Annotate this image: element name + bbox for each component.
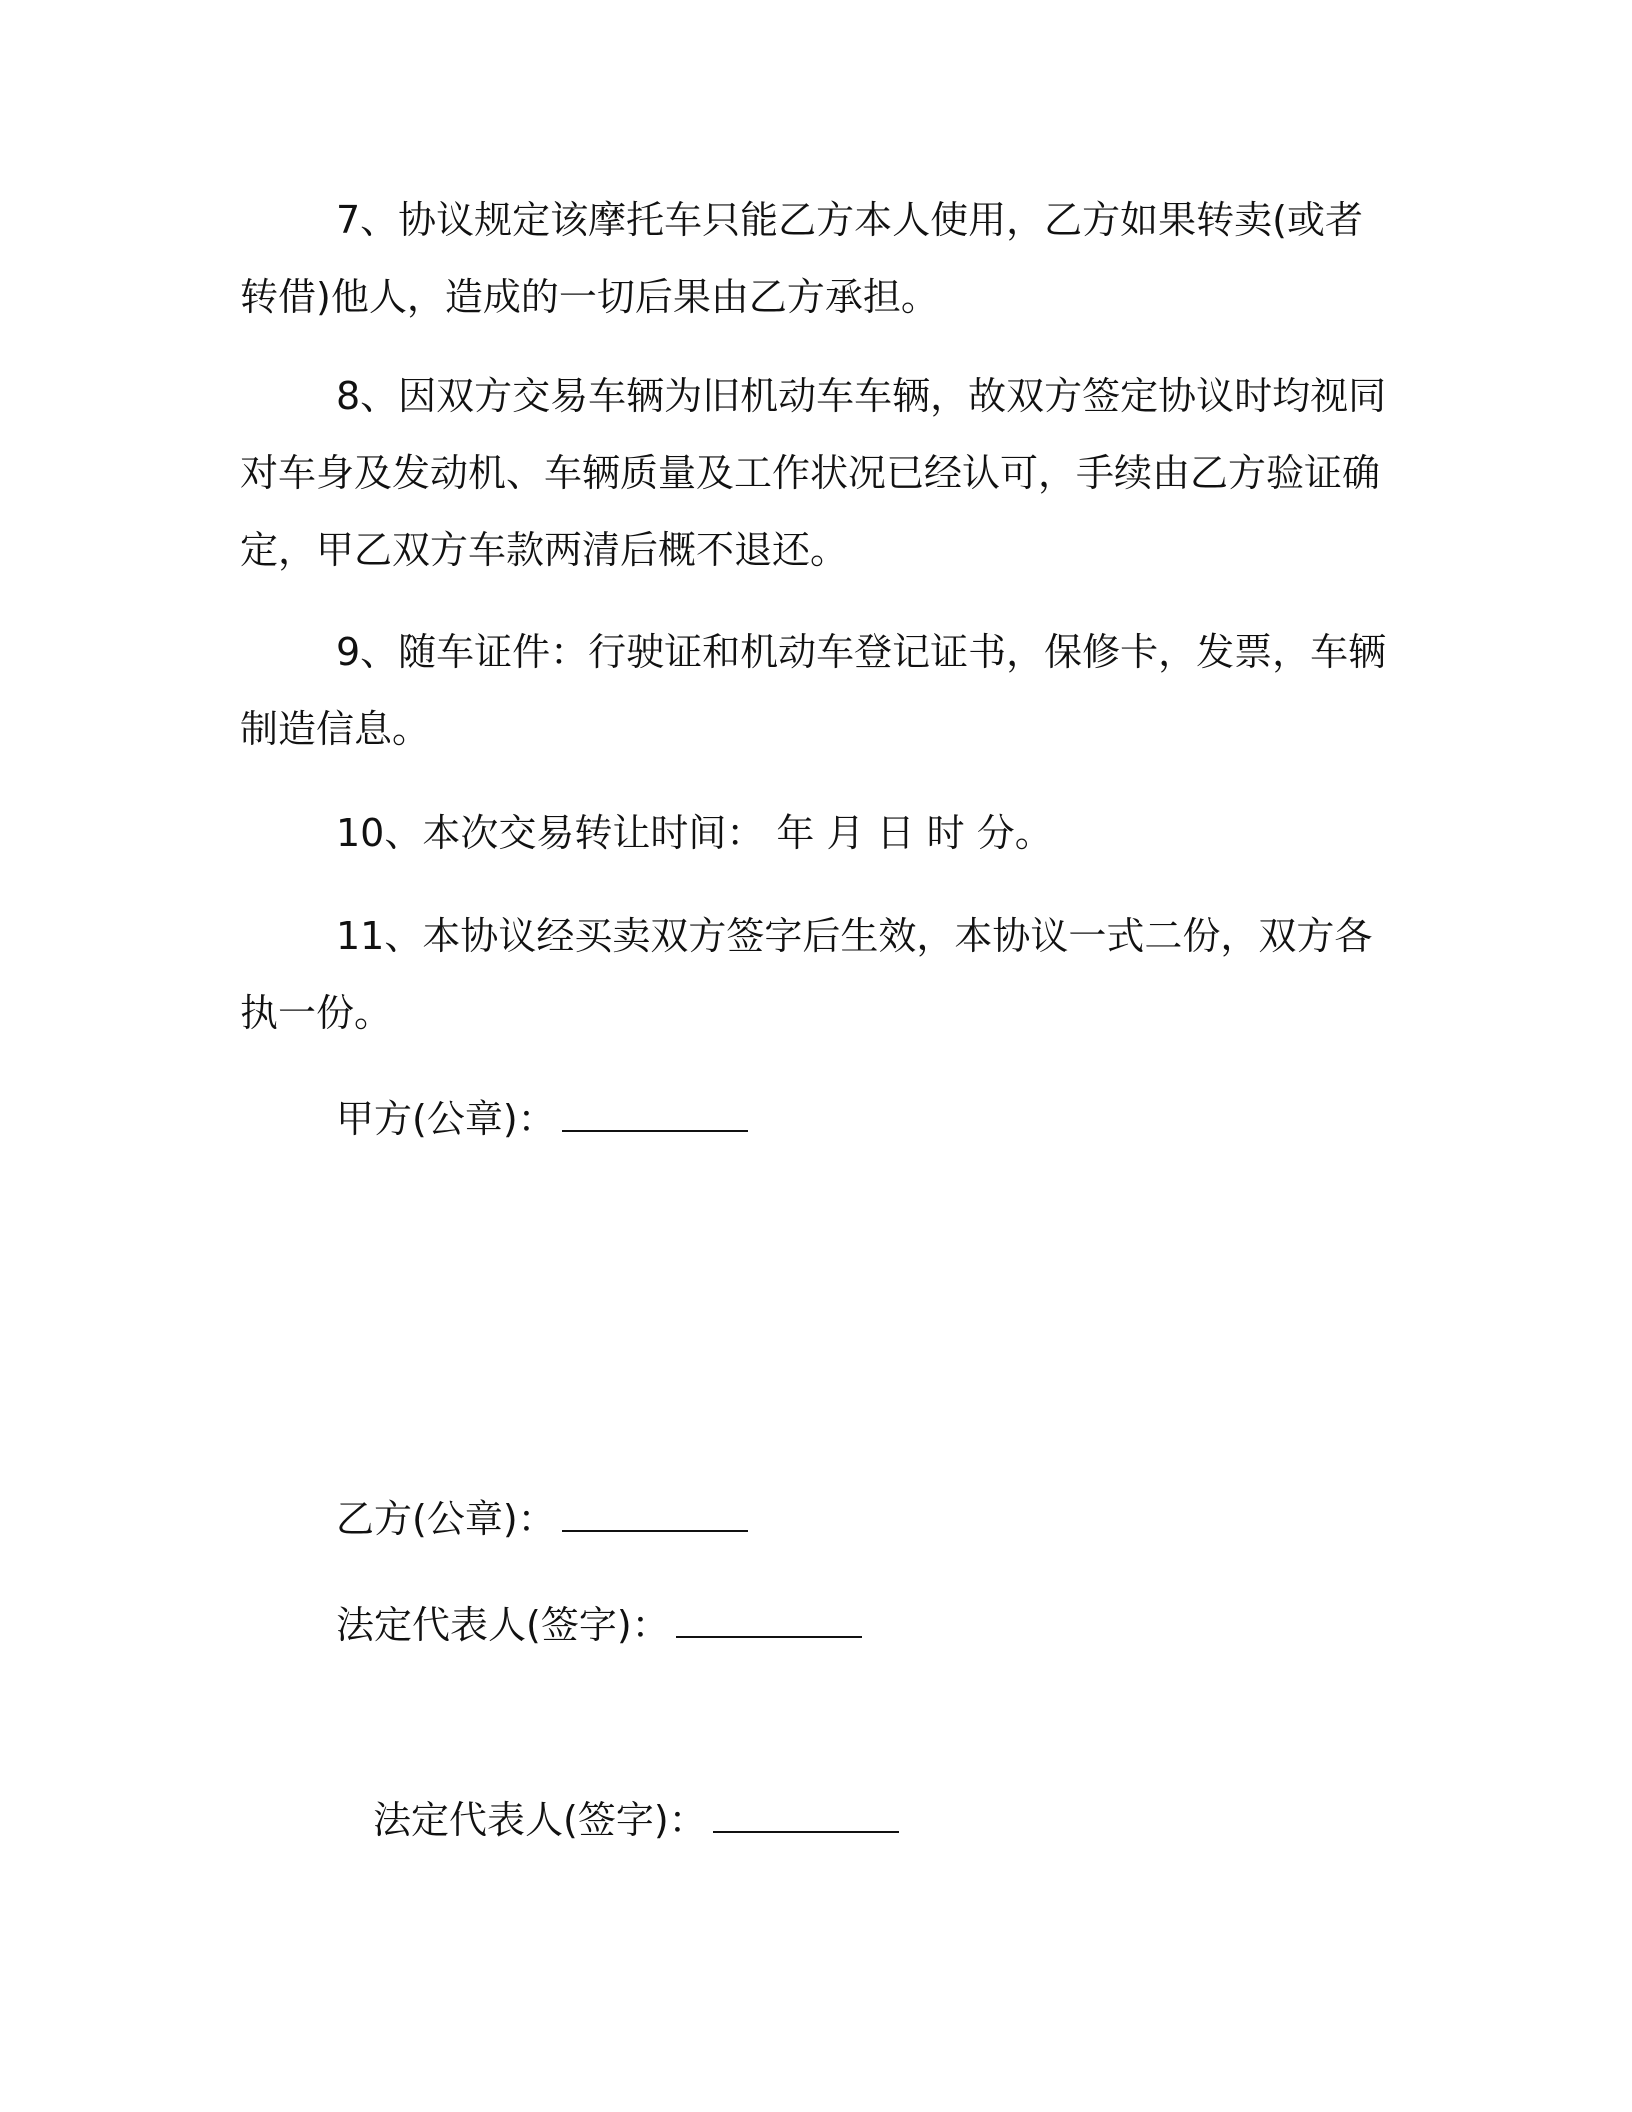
- party-a-signature-blank[interactable]: [562, 1096, 748, 1132]
- party-a-seal-label: 甲方(公章)：: [336, 1097, 556, 1141]
- legal-rep-1-label: 法定代表人(签字)：: [336, 1603, 670, 1647]
- party-b-seal-line: [336, 1494, 748, 1544]
- party-a-seal-line: [336, 1094, 748, 1144]
- legal-rep-2-label: 法定代表人(签字)：: [373, 1798, 707, 1842]
- clause-8: 8、因双方交易车辆为旧机动车车辆，故双方签定协议时均视同对车身及发动机、车辆质量及工作状况已经认可，手续由乙方验证确定，甲乙双方车款两清后概不退还。: [240, 374, 1387, 572]
- party-b-signature-blank[interactable]: [562, 1496, 748, 1532]
- legal-rep-2-line: [373, 1795, 899, 1845]
- clause-9: 9、随车证件：行驶证和机动车登记证书，保修卡，发票，车辆制造信息。: [240, 630, 1387, 751]
- legal-rep-1-signature-blank[interactable]: [676, 1602, 862, 1638]
- clause-11: 11、本协议经买卖双方签字后生效，本协议一式二份，双方各执一份。: [240, 914, 1373, 1035]
- legal-rep-1-line: [336, 1600, 862, 1650]
- party-b-seal-label: 乙方(公章)：: [336, 1497, 556, 1541]
- clause-7: 7、协议规定该摩托车只能乙方本人使用，乙方如果转卖(或者转借)他人，造成的一切后果由乙方承担。: [240, 198, 1364, 319]
- clause-10: 10、本次交易转让时间： 年 月 日 时 分。: [336, 811, 1053, 855]
- legal-rep-2-signature-blank[interactable]: [713, 1797, 899, 1833]
